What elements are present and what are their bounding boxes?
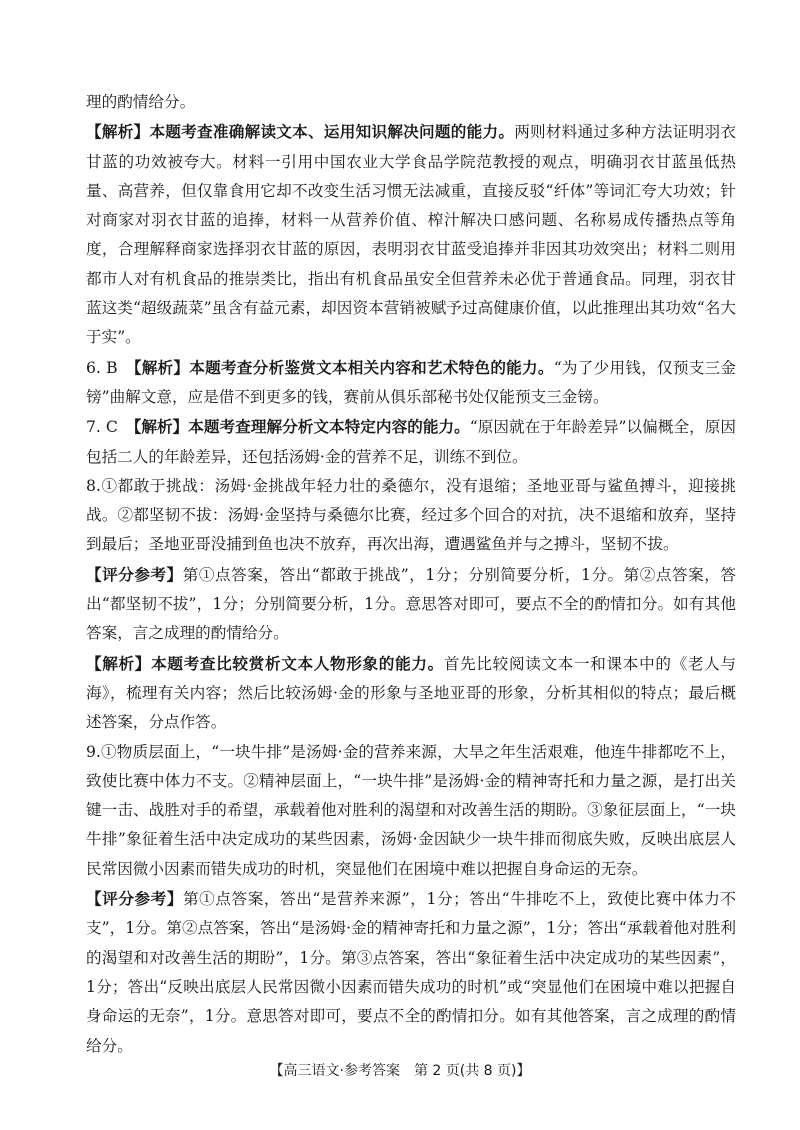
analysis-tag: 【解析】 [86,653,152,673]
answer-body: ①物质层面上，“一块牛排”是汤姆·金的营养来源，大旱之年生活艰难，他连牛排都吃不上，致使比赛中体力不支。②精神层面上，“一块牛排”是汤姆·金的精神寄托和力量之源，是打出关键一击、战胜对手的希望，承载着他对胜利的渴望和对改善生活的期盼。③象征层面上，“一块牛排”象征着生活中决定成功的某些因素，汤姆·金因缺少一块牛排而彻底失败，反映出底层人民常因微小因素而错失成功的时机，突显他们在困境中难以把握自身命运的无奈。 [86,742,736,878]
question-number: 9. [86,742,101,761]
analysis-heading: 本题考查比较赏析文本人物形象的能力。 [151,653,444,673]
analysis-heading: 本题考查分析鉴赏文本相关内容和艺术特色的能力。 [189,357,554,377]
q9-scoring [86,884,736,1061]
answer-body: ①都敢于挑战：汤姆·金挑战年轻力壮的桑德尔，没有退缩；圣地亚哥与鲨鱼搏斗，迎接挑战。②都坚韧不拔：汤姆·金坚持与桑德尔比赛，经过多个回合的对抗，决不退缩和放弃，坚持到最后；圣地亚哥没捕到鱼也决不放弃，再次出海，遭遇鲨鱼并与之搏斗，坚韧不拔。 [86,476,736,554]
q5-analysis [86,117,736,352]
answer-content [86,88,736,1061]
analysis-tag: 【解析】 [133,357,190,377]
q8-answer [86,472,736,560]
page-footer: 【高三语文·参考答案 第 2 页(共 8 页)】 [269,1063,531,1079]
carryover-line: 理的酌情给分。 [86,93,196,111]
analysis-body: 首先比较阅读文本一和课本中的《老人与海》，梳理有关内容；然后比较汤姆·金的形象与圣地亚哥的形象，分析其相似的特点；最后概述答案，分点作答。 [86,654,736,732]
q8-analysis [86,649,736,738]
analysis-heading: 本题考查理解分析文本特定内容的能力。 [188,417,470,437]
q8-scoring [86,560,736,649]
analysis-tag: 【解析】 [133,417,189,437]
question-number: 8. [86,476,101,495]
analysis-tag: 【解析】 [86,122,150,142]
q6-answer [86,353,736,413]
scoring-body: 第①点答案，答出“是营养来源”，1分；答出“牛排吃不上，致使比赛中体力不支”，1分。第②点答案，答出“是汤姆·金的精神寄托和力量之源”，1分；答出“承载着他对胜利的渴望和对改善生活的期盼”，1分。第③点答案，答出“象征着生活中决定成功的某些因素”，1分；答出“反映出底层人民常因微小因素而错失成功的时机”或“突显他们在困境中难以把握自身命运的无奈”，1分。意思答对即可，要点不全的酌情扣分。如有其他答案，言之成理的酌情给分。 [86,890,736,1055]
scoring-tag: 【评分参考】 [86,889,184,909]
question-number: 7. C [86,418,118,437]
scoring-tag: 【评分参考】 [86,564,183,584]
analysis-body: 两则材料通过多种方法证明羽衣甘蓝的功效被夸大。材料一引用中国农业大学食品学院范教授的观点，明确羽衣甘蓝虽低热量、高营养，但仅靠食用它却不改变生活习惯无法减重，直接反驳“纤体”等词汇夸大功效；针对商家对羽衣甘蓝的追捧，材料一从营养价值、榨汁解决口感问题、名称易成传播热点等角度，合理解释商家选择羽衣甘蓝的原因，表明羽衣甘蓝受追捧并非因其功效突出；材料二则用都市人对有机食品的推崇类比，指出有机食品虽安全但营养未必优于普通食品。同理，羽衣甘蓝这类“超级蔬菜”虽含有益元素，却因资本营销被赋予过高健康价值，以此推理出其功效“名大于实”。 [86,123,736,347]
q7-answer [86,412,736,472]
question-number: 6. B [86,358,118,377]
q9-answer [86,738,736,884]
scoring-body: 第①点答案，答出“都敢于挑战”，1分；分别简要分析，1分。第②点答案，答出“都坚韧不拔”，1分；分别简要分析，1分。意思答对即可，要点不全的酌情扣分。如有其他答案，言之成理的酌情给分。 [86,565,736,643]
analysis-heading: 本题考查准确解读文本、运用知识解决问题的能力。 [149,122,515,142]
analysis-body: “原因就在于年龄差异”以偏概全，原因包括二人的年龄差异，还包括汤姆·金的营养不足，训练不到位。 [86,418,736,466]
analysis-body: “为了少用钱，仅预支三金镑”曲解文意，应是借不到更多的钱，赛前从俱乐部秘书处仅能预支三金镑。 [86,358,736,406]
